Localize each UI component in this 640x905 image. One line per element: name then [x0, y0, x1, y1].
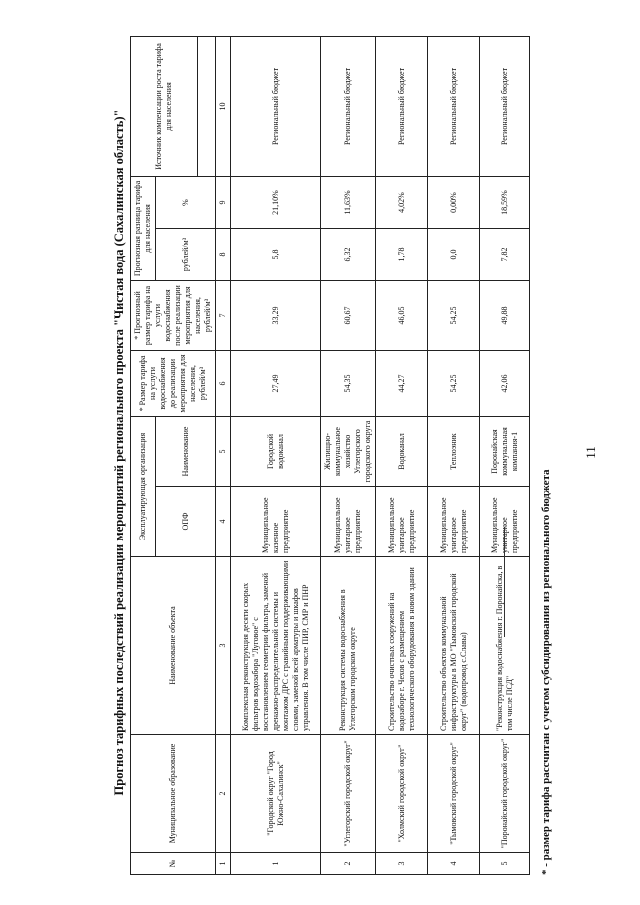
header-forecast: * Прогнозный размер тарифа на услуги водоснабжения после реализации мероприятия для населения, рублей/м³ [131, 280, 216, 350]
row-object: Реконструкция системы водоснабжения в Углегорском городском округе [321, 557, 376, 735]
row-num: 4 [428, 853, 480, 875]
row-object: Комплексная реконструкция десяти скорых фильтров водозабора "Луговое" с восстановлением геометрии фильтра, заменой дренажно-распределительной системы и монтажом ДРС с гравийными поддерживающими слоями, заменой всей арматуры и шкафов управления. В том числе ПИР, СМР и ПНР [231, 557, 321, 735]
table-row [480, 36, 530, 874]
header-name: Наименование [156, 416, 216, 486]
row-opf: Муниципальное унитарное предприятие [480, 487, 530, 557]
row-num: 2 [321, 853, 376, 875]
row-diff-rub: 5,8 [231, 228, 321, 280]
row-org-name: Жилищно-коммунальное хозяйство Углегорского городского округа [321, 416, 376, 486]
row-tariff: 54,25 [428, 350, 480, 416]
row-source: Региональный бюджет [231, 36, 321, 176]
row-municipality: "Углегорский городской округ" [321, 735, 376, 853]
header-source: Источник компенсации роста тарифа для населения [131, 36, 198, 176]
row-diff-pct: 18,59% [480, 176, 530, 228]
row-source: Региональный бюджет [376, 36, 428, 176]
row-opf: Муниципальное унитарное предприятие [376, 487, 428, 557]
row-num: 3 [376, 853, 428, 875]
row-forecast: 49,88 [480, 280, 530, 350]
row-org-name: Поронайская коммунальная компания-1 [480, 416, 530, 486]
header-operator: Эксплуатирующая организация [131, 416, 156, 556]
col-number: 8 [216, 228, 231, 280]
row-object: Строительство объектов коммунальной инфраструктуры в МО "Тымовский городской округ" (водопровод с.Славы) [428, 557, 480, 735]
row-forecast: 54,25 [428, 280, 480, 350]
row-diff-rub: 1,78 [376, 228, 428, 280]
header-tariff: * Размер тарифа на услуги водоснабжения до реализации мероприятия для населения, рублей/м³ [131, 350, 216, 416]
row-opf: Муниципальное унитарное предприятие [428, 487, 480, 557]
header-num: № [131, 853, 216, 875]
row-diff-pct: 11,63% [321, 176, 376, 228]
row-municipality: "Поронайский городской округ" [480, 735, 530, 853]
row-diff-rub: 7,82 [480, 228, 530, 280]
header-object: Наименование объекта [131, 557, 216, 735]
col-number: 9 [216, 176, 231, 228]
header-source-blank [198, 36, 216, 176]
row-municipality: "Холмский городской округ" [376, 735, 428, 853]
row-diff-pct: 21,10% [231, 176, 321, 228]
col-number: 7 [216, 280, 231, 350]
table-row [321, 36, 376, 874]
header-diff-pct: % [156, 176, 216, 228]
row-source: Региональный бюджет [428, 36, 480, 176]
col-number: 5 [216, 416, 231, 486]
row-forecast: 46,05 [376, 280, 428, 350]
col-number: 1 [216, 853, 231, 875]
col-number: 6 [216, 350, 231, 416]
row-num: 1 [231, 853, 321, 875]
row-municipality: "Городской округ "Город Южно-Сахалинск" [231, 735, 321, 853]
header-diff: Прогнозная разница тарифа для населения [131, 176, 156, 280]
row-object: "Реконструкция водоснабжения г. Поронайска, в том числе ПСД" [480, 557, 530, 735]
header-municipality: Муниципальное образование [131, 735, 216, 853]
row-municipality: "Тымовский городской округ" [428, 735, 480, 853]
col-number: 4 [216, 487, 231, 557]
row-object: Строительство очистных сооружений на водозаборе г. Чехов с размещением технологического оборудования в новом здании [376, 557, 428, 735]
table-row [428, 36, 480, 874]
row-source: Региональный бюджет [480, 36, 530, 176]
row-org-name: Водоканал [376, 416, 428, 486]
tariff-table [130, 36, 530, 875]
row-diff-rub: 6,32 [321, 228, 376, 280]
page-title: Прогноз тарифных последствий реализации мероприятий регионального проекта "Чистая вода (Сахалинская область)" [112, 109, 126, 796]
row-opf: Муниципальное казенное предприятие [231, 487, 321, 557]
row-forecast: 60,67 [321, 280, 376, 350]
page-number: 11 [583, 446, 598, 459]
row-diff-pct: 4,02% [376, 176, 428, 228]
row-diff-pct: 0,00% [428, 176, 480, 228]
col-number: 3 [216, 557, 231, 735]
row-org-name: Теплоэник [428, 416, 480, 486]
row-opf: Муниципальное унитарное предприятие [321, 487, 376, 557]
table-row [231, 36, 321, 874]
row-tariff: 27,49 [231, 350, 321, 416]
footnote: * - размер тарифа рассчитан с учетом субсидирования из регионального бюджета [540, 469, 552, 875]
col-number: 10 [216, 36, 231, 176]
footnote-divider [504, 527, 505, 637]
row-org-name: Городской водоканал [231, 416, 321, 486]
row-tariff: 54,35 [321, 350, 376, 416]
row-diff-rub: 0,0 [428, 228, 480, 280]
col-number: 2 [216, 735, 231, 853]
row-tariff: 44,27 [376, 350, 428, 416]
table-row [376, 36, 428, 874]
row-source: Региональный бюджет [321, 36, 376, 176]
header-diff-rub: рублей/м³ [156, 228, 216, 280]
row-forecast: 33,29 [231, 280, 321, 350]
row-num: 5 [480, 853, 530, 875]
header-opf: ОПФ [156, 487, 216, 557]
row-tariff: 42,06 [480, 350, 530, 416]
